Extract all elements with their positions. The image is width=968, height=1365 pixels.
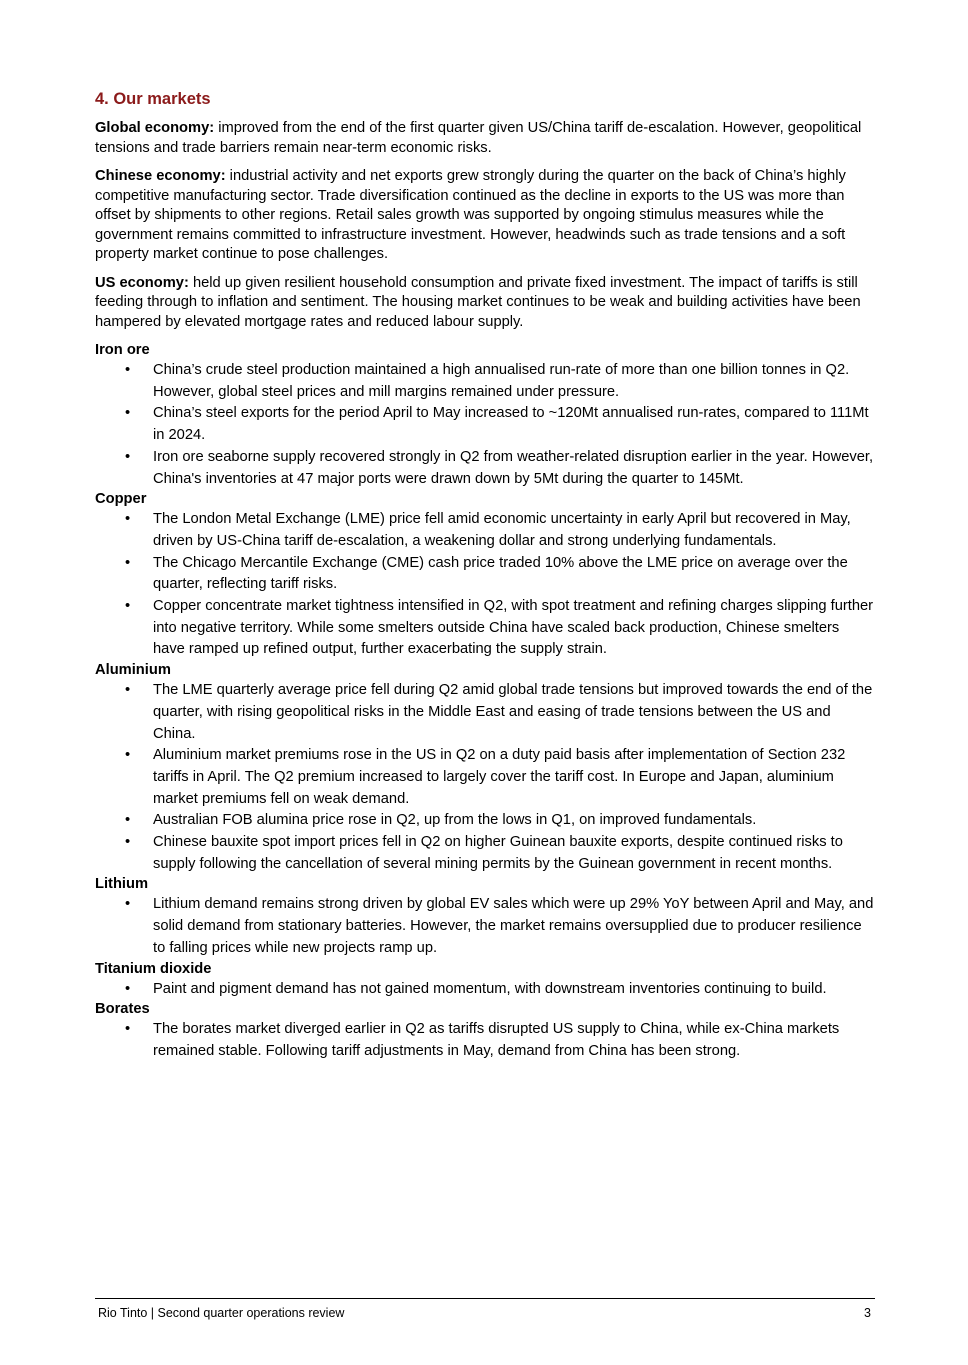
list-item-text: China’s crude steel production maintained a high annualised run-rate of more than one billion tonnes in Q2. However, global steel prices and mill margins remained under pressure.: [153, 362, 850, 400]
list-item-text: Chinese bauxite spot import prices fell in Q2 on higher Guinean bauxite exports, despite continued risks to supply following the cancellation of several mining permits by the Guinean government in recent months.: [153, 834, 843, 872]
list-item: [95, 447, 875, 490]
bullet-list: [95, 509, 875, 661]
list-item: [95, 1019, 875, 1062]
list-item: [95, 403, 875, 446]
bullet-icon: •: [125, 511, 131, 528]
bullet-list: [95, 1019, 875, 1062]
list-item-text: Iron ore seaborne supply recovered strongly in Q2 from weather-related disruption earlier in the year. However, China's inventories at 47 major ports were drawn down by 5Mt during the quarter to 145Mt.: [153, 448, 874, 487]
bullet-icon: •: [125, 1021, 131, 1038]
footer-document-title: Rio Tinto | Second quarter operations review: [98, 1306, 345, 1320]
paragraph-chinese-economy: [95, 167, 875, 265]
list-item-text: Australian FOB alumina price rose in Q2, up from the lows in Q1, on improved fundamentals.: [153, 812, 757, 829]
list-item: [95, 810, 875, 832]
section-aluminium: [95, 661, 875, 875]
bullet-icon: •: [125, 747, 131, 764]
list-item-text: China’s steel exports for the period April to May increased to ~120Mt annualised run-rates, compared to 111Mt in 2024.: [153, 405, 869, 444]
list-item-text: The LME quarterly average price fell during Q2 amid global trade tensions but improved towards the end of the quarter, with rising geopolitical risks in the Middle East and easing of trade tensions between the US and China.: [153, 682, 873, 742]
list-item: [95, 745, 875, 810]
bullet-icon: •: [125, 362, 131, 378]
bullet-icon: •: [125, 598, 131, 615]
bullet-list: [95, 979, 875, 1001]
bullet-icon: •: [125, 682, 131, 699]
footer-divider: [95, 1298, 875, 1299]
bullet-icon: •: [125, 554, 131, 571]
section-title: Copper: [95, 491, 147, 508]
bullet-list: [95, 894, 875, 959]
bullet-icon: •: [125, 834, 131, 851]
section-copper: [95, 490, 875, 661]
paragraph-label: US economy:: [95, 274, 189, 291]
list-item-text: The borates market diverged earlier in Q2 as tariffs disrupted US supply to China, while ex-China markets remained stable. Following tariff adjustments in May, demand from China has been strong.: [153, 1021, 840, 1059]
bullet-icon: •: [125, 980, 131, 997]
list-item-text: Aluminium market premiums rose in the US in Q2 on a duty paid basis after implementation of Section 232 tariffs in April. The Q2 premium increased to largely cover the tariff cost. In Europe and Japan, aluminium market premiums fell on weak demand.: [153, 747, 846, 807]
list-item: [95, 509, 875, 552]
bullet-icon: •: [125, 405, 131, 422]
page-title: 4. Our markets: [95, 90, 211, 108]
list-item: [95, 596, 875, 661]
section-borates: [95, 1000, 875, 1062]
list-item: [95, 979, 875, 1001]
list-item-text: Paint and pigment demand has not gained momentum, with downstream inventories continuing to build.: [153, 980, 827, 997]
list-item: [95, 832, 875, 875]
section-titanium-dioxide: [95, 960, 875, 1001]
paragraph-text: industrial activity and net exports grew strongly during the quarter on the back of China’s highly competitive manufacturing sector. Trade diversification continued as the decline in exports to the US was more than offset by shipments to other regions. Retail sales growth was supported by ongoing stimulus measures while the government remains committed to infrastructure investment. However, headwinds such as trade tensions and a soft property market continue to pose challenges.: [95, 168, 846, 262]
section-title: Lithium: [95, 876, 149, 893]
list-item: [95, 680, 875, 745]
section-title: Aluminium: [95, 662, 171, 679]
section-title: Titanium dioxide: [95, 960, 212, 977]
document-body: [95, 90, 875, 1063]
paragraph-global-economy: [95, 119, 875, 158]
section-title: Borates: [95, 1001, 150, 1018]
bullet-icon: •: [125, 896, 131, 913]
list-item-text: Lithium demand remains strong driven by global EV sales which were up 29% YoY between April and May, and solid demand from stationary batteries. However, the market remains oversupplied due to producer resilience to falling prices while new projects ramp up.: [153, 896, 874, 956]
bullet-list: [95, 680, 875, 875]
list-item-text: The Chicago Mercantile Exchange (CME) cash price traded 10% above the LME price on average over the quarter, reflecting tariff risks.: [153, 554, 848, 593]
list-item: [95, 360, 875, 403]
paragraph-label: Chinese economy:: [95, 168, 226, 184]
section-title: Iron ore: [95, 342, 150, 358]
footer-page-number: 3: [864, 1306, 871, 1320]
bullet-icon: •: [125, 448, 131, 465]
bullet-icon: •: [125, 812, 131, 829]
bullet-list: [95, 360, 875, 490]
list-item-text: The London Metal Exchange (LME) price fell amid economic uncertainty in early April but recovered in May, driven by US-China tariff de-escalation, a weakening dollar and strong underlying fundamentals.: [153, 511, 851, 549]
paragraph-label: Global economy:: [95, 120, 215, 136]
section-iron-ore: [95, 341, 875, 490]
list-item-text: Copper concentrate market tightness intensified in Q2, with spot treatment and refining charges slipping further into negative territory. While some smelters outside China have scaled back production, Chinese smelters have ramped up refined output, further exacerbating the supply strain.: [153, 598, 874, 658]
paragraph-us-economy: [95, 274, 875, 333]
paragraph-text: held up given resilient household consumption and private fixed investment. The impact of tariffs is still feeding through to inflation and sentiment. The housing market continues to be weak and building activities have been hampered by elevated mortgage rates and reduced labour supply.: [95, 274, 861, 330]
list-item: [95, 894, 875, 959]
list-item: [95, 553, 875, 596]
paragraph-text: improved from the end of the first quarter given US/China tariff de-escalation. However, geopolitical tensions and trade barriers remain near-term economic risks.: [95, 120, 862, 156]
section-lithium: [95, 875, 875, 959]
